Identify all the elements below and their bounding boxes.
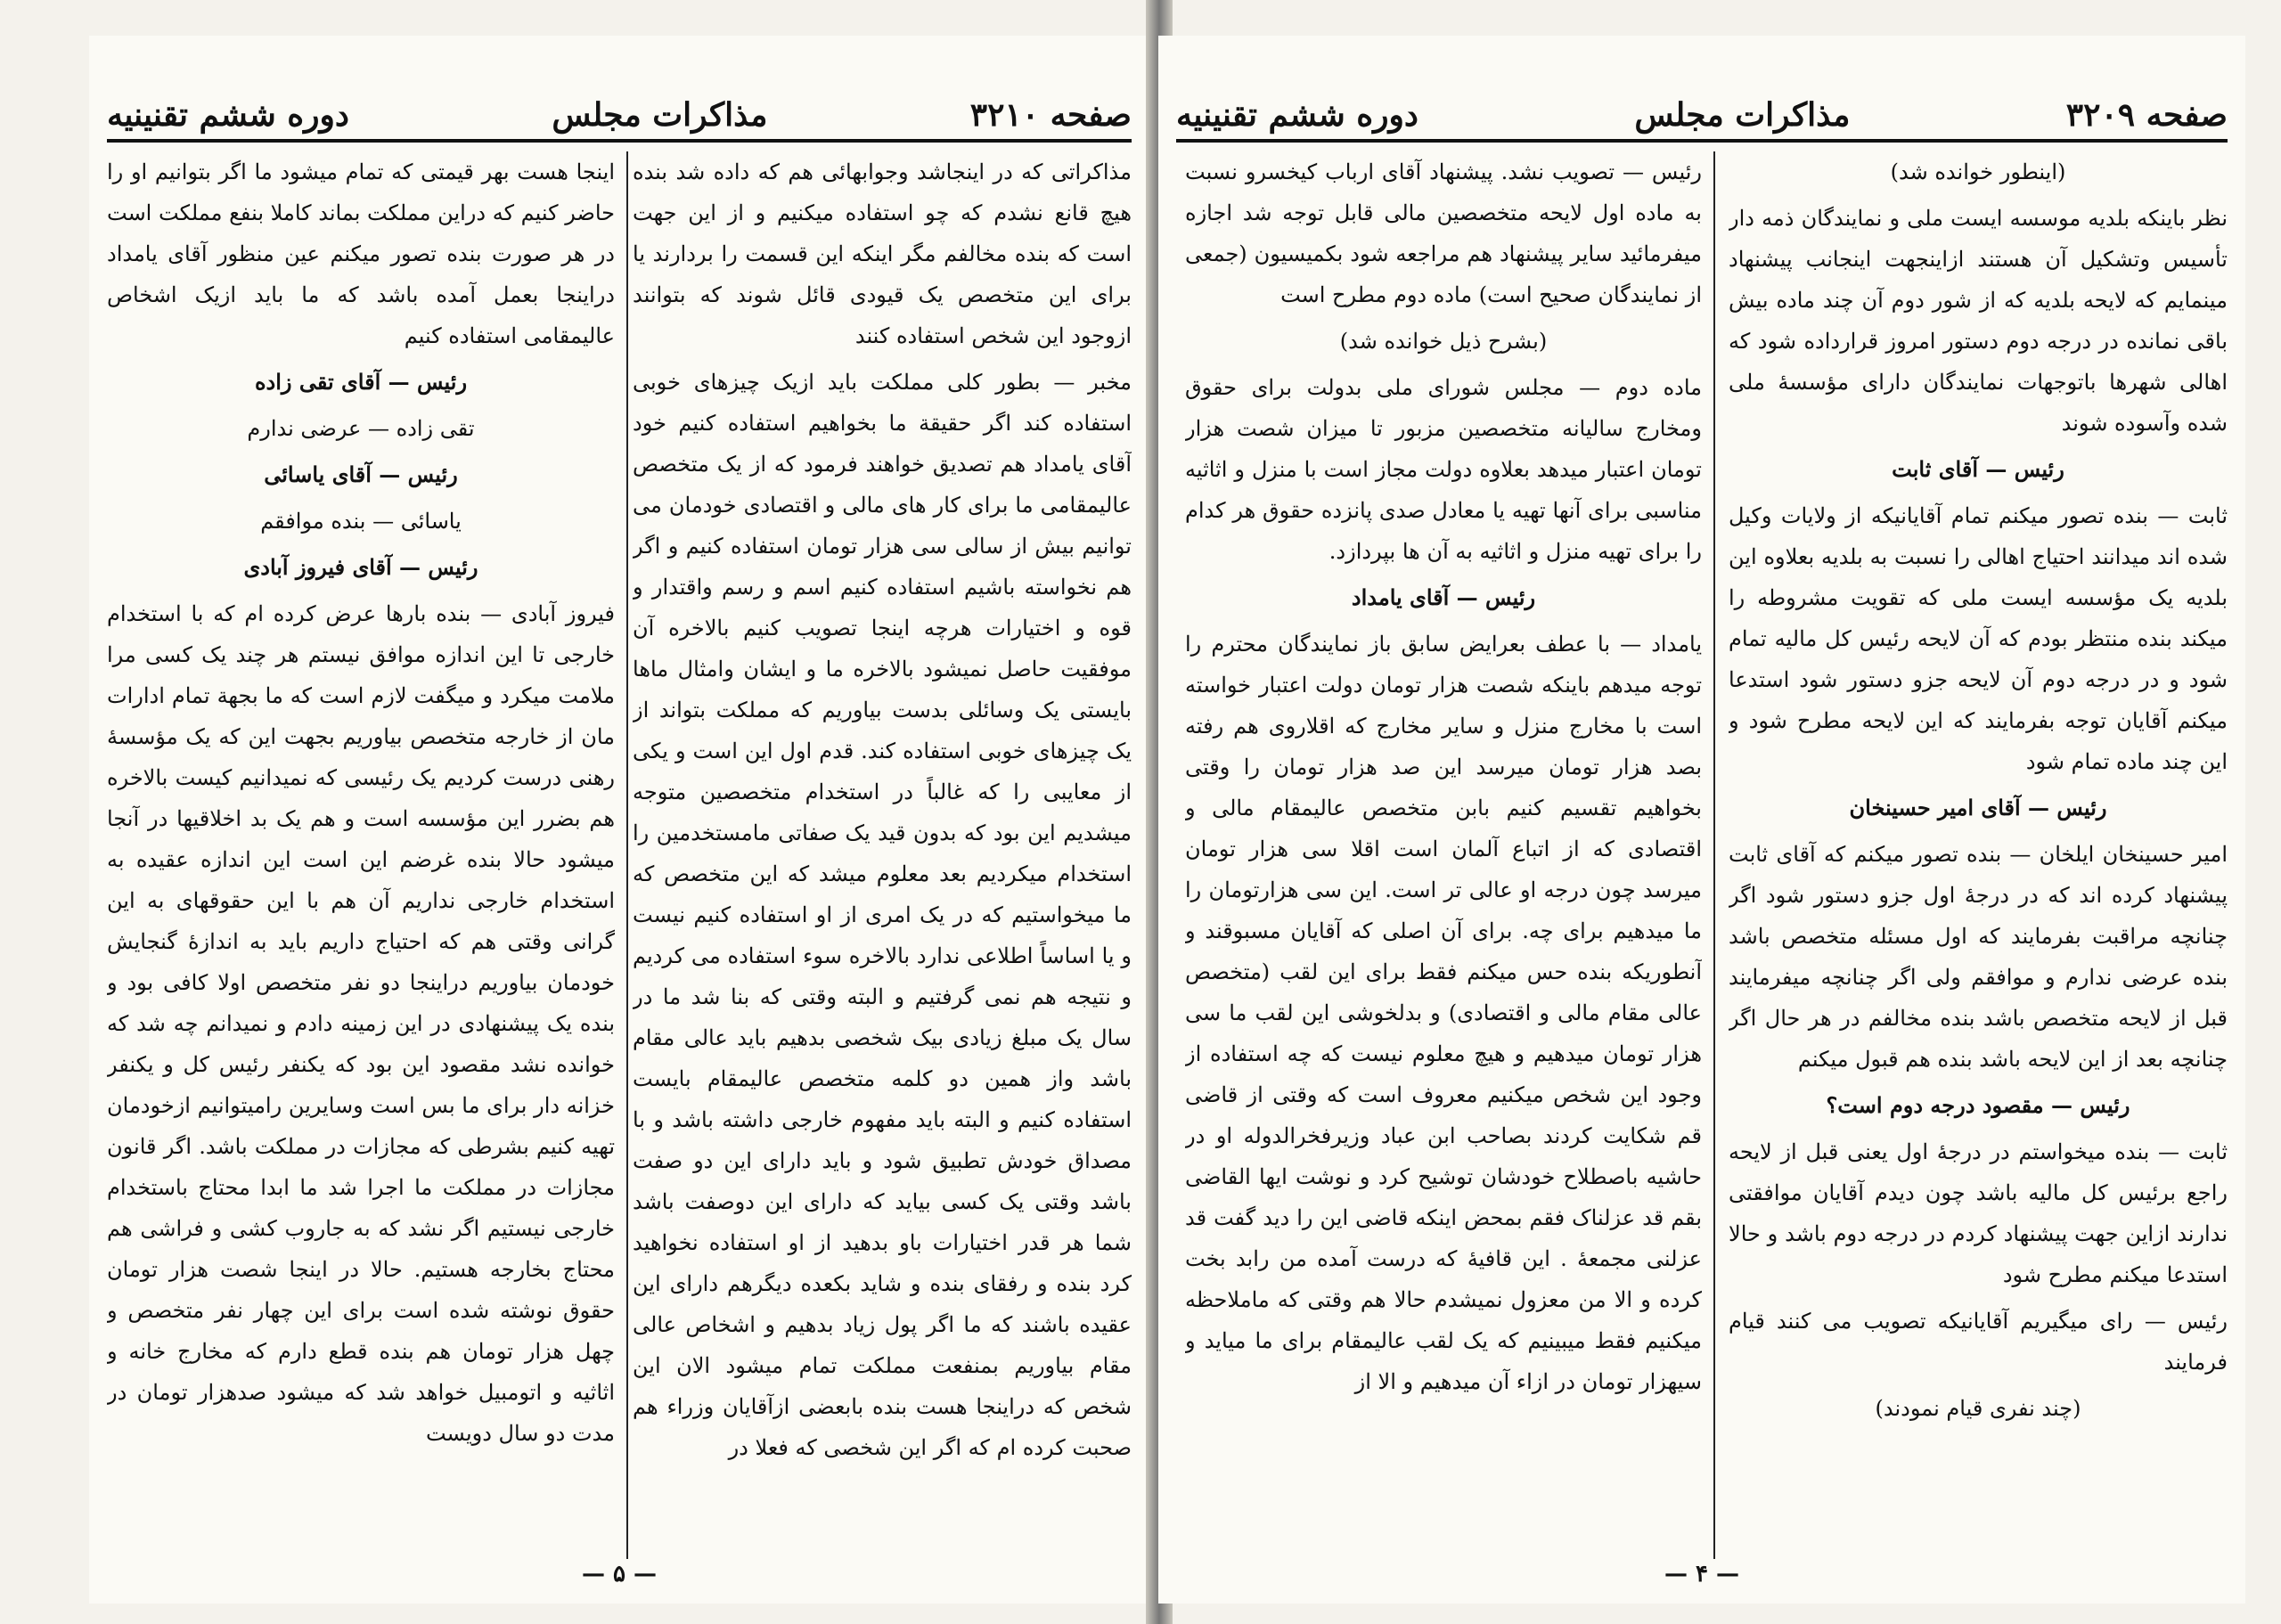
column-divider [1713,151,1715,1559]
paragraph: فیروز آبادی — بنده بارها عرض کرده ام که با استخدام خارجی تا این اندازه موافق نیستم هر چند یک کسی مرا ملامت میکرد و میگفت لازم است که ما بجهة تمام ادارات مان از خارجه متخصص بیاوریم بجهت این که یک مؤسسهٔ رهنی درست کردیم یک رئیسی که نمیدانیم کیست بالاخره هم بضرر این مؤسسه است و هم یک بد اخلاقیها در آنجا میشود حالا بنده غرضم این است این اندازه عقیده به استخدام خارجی نداریم آن هم با این حقوقهای به این گرانی وقتی هم که احتیاج داریم باید به اندازهٔ گنجایش خودمان بیاوریم دراینجا دو نفر متخصص اولا کافی بود و بنده یک پیشنهادی در این زمینه دادم و نمیدانم چه شد که خوانده نشد مقصود این بود که یکنفر رئیس کل و یکنفر خزانه دار برای ما بس است وسایرین رامیتوانیم ازخودمان تهیه کنیم بشرطی که مجازات در مملکت باشد. اگر قانون مجازات در مملکت ما اجرا شد ما ابدا محتاج باستخدام خارجی نیستیم اگر نشد که به جاروب کشی و فراشی هم محتاج بخارجه هستیم. حالا در اینجا شصت هزار تومان حقوق نوشته شده است برای این چهار نفر متخصص و چهل هزار تومان هم بنده قطع دارم که مخارج خانه و اثاثیه و اتومبیل خواهد شد که میشود صدهزار تومان در مدت دو سال دویست [107,601,615,1446]
running-header [107,71,1132,143]
speaker-line: رئیس — مقصود درجه دوم است؟ [1826,1092,2130,1118]
reading-note: (اینطور خوانده شد) [1890,159,2066,184]
paragraph: ثابت — بنده تصور میکنم تمام آقایانیکه از ولایات وکیل شده اند میدانند احتیاج اهالی را نسبت به بلدیه بعلاوه این بلدیه یک مؤسسه ایست ملی که تقویت مشروطه را میکند بنده منتظر بودم که آن لایحه رئیس کل مالیه تمام شود و در درجه دوم آن لایحه جزو دستور شود استدعا میکنم آقایان توجه بفرمایند که این لایحه مطرح شود و این چند ماده تمام شود [1729,503,2228,774]
column-right [1729,151,2228,1550]
column-left [107,151,615,1550]
running-header [1176,71,2228,143]
speaker-line: تقی زاده — عرضی ندارم [247,416,475,441]
reading-note: (بشرح ذیل خوانده شد) [1339,329,1548,354]
speaker-line: یاسائی — بنده موافقم [260,509,462,534]
column-left [1185,151,1702,1550]
paragraph: امیر حسینخان ایلخان — بنده تصور میکنم که آقای ثابت پیشنهاد کرده اند که در درجهٔ اول جزو دستور شود اگر چنانچه مراقبت بفرمایند که اول مسئله متخصص باشد بنده عرضی ندارم و موافقم ولی اگر چنانچه میفرمایند قبل از لایحه متخصص باشد بنده مخالفم در هر حال اگر چنانچه بعد از این لایحه باشد بنده هم قبول میکنم [1729,842,2228,1072]
header-session: دوره ششم تقنینیه [107,96,349,134]
paragraph: یامداد — با عطف بعرایض سابق باز نمایندگان محترم را توجه میدهم باینکه شصت هزار تومان دولت اعتبار خواسته است با مخارج منزل و سایر مخارج که اقلاروی هم رفته بصد هزار تومان میرسد این صد هزار تومان را وقتی بخواهیم تقسیم کنیم بابن متخصص عالیمقام مالی و اقتصادی که از اتباع آلمان است اقلا سی هزار تومان میرسد چون درجه او عالی تر است. این سی هزارتومان را ما میدهیم برای چه. برای آن اصلی که آقایان مسبوقند و آنطوریکه بنده حس میکنم فقط برای این لقب (متخصص عالی مقام مالی و اقتصادی) و بدلخوشی این لقب ما سی هزار تومان میدهیم و هیچ معلوم نیست که چه استفاده از وجود این شخص میکنیم معروف است که وقتی از قاضی قم شکایت کردند بصاحب ابن عباد وزیرفخرالدوله او در حاشیه باصطلاح خودشان توشیح کرد و نوشت ایها القاضی بقم قد عزلناک فقم بمحض اینکه قاضی این را دید گفت قد عزلنی مجمعهٔ . این قافیهٔ که درست آمده من رابد بخت کرده و الا من معزول نمیشدم حالا هم وقتی که ماملاحظه میکنیم فقط میبینیم که یک لقب عالیمقام برای ما میاید و سیهزار تومان در ازاء آن میدهیم و الا از [1185,632,1702,1394]
paragraph: مذاکراتی که در اینجاشد وجوابهائی هم که داده شد بنده هیچ قانع نشدم که چو استفاده میکنیم و از این جهت است که بنده مخالفم مگر اینکه این قسمت را بردارند یا برای این متخصص یک قیودی قائل شوند که بتوانند ازوجود این شخص استفاده کنند [633,159,1132,348]
speaker-line: رئیس — آقای تقی زاده [254,369,468,395]
folio: — ۴ — [1664,1561,1740,1587]
page-3209 [1158,36,2245,1604]
speaker-line: رئیس — آقای یامداد [1351,584,1536,610]
header-page-number: صفحه ۳۲۱۰ [969,96,1132,134]
paragraph: رئیس — رای میگیریم آقایانیکه تصویب می کنند قیام فرمایند [1729,1309,2228,1375]
page-3210 [89,36,1149,1604]
speaker-line: رئیس — آقای یاسائی [264,461,458,487]
paragraph: ثابت — بنده میخواستم در درجهٔ اول یعنی قبل از لایحه راجع برئیس کل مالیه باشد چون دیدم آقایان موافقتی ندارند ازاین جهت پیشنهاد کردم در درجه دوم باشد و حالا استدعا میکنم مطرح شود [1729,1139,2228,1287]
header-session: دوره ششم تقنینیه [1176,96,1418,134]
header-title: مذاکرات مجلس [1634,96,1851,134]
header-page-number: صفحه ۳۲۰۹ [2065,96,2228,134]
speaker-line: رئیس — آقای ثابت [1892,456,2064,482]
paragraph: ماده دوم — مجلس شورای ملی بدولت برای حقوق ومخارج سالیانه متخصصین مزبور تا میزان شصت هزار تومان اعتبار میدهد بعلاوه دولت مجاز است با منزل و اثاثیه مناسبی برای آنها تهیه یا معادل صدی پانزده حقوق هر کدام را برای تهیه منزل و اثاثیه به آن ها بپردازد. [1185,375,1702,564]
reading-note: (چند نفری قیام نمودند) [1875,1396,2081,1421]
paragraph: اینجا هست بهر قیمتی که تمام میشود ما اگر بتوانیم او را حاضر کنیم که دراین مملکت بماند کاملا بنفع مملکت است در هر صورت بنده تصور میکنم عین منظور آقای یامداد دراینجا بعمل آمده باشد که ما باید ازیک اشخاص عالیمقامی استفاده کنیم [107,159,615,348]
paragraph: رئیس — تصویب نشد. پیشنهاد آقای ارباب کیخسرو نسبت به ماده اول لایحه متخصصین مالی قابل توجه شد اجازه میفرمائید سایر پیشنهاد هم مراجعه شود بکمیسیون (جمعی از نمایندگان صحیح است) ماده دوم مطرح است [1185,159,1702,307]
header-title: مذاکرات مجلس [552,96,768,134]
column-right [633,151,1132,1550]
speaker-line: رئیس — آقای امیر حسینخان [1849,795,2107,820]
column-divider [626,151,628,1559]
speaker-line: رئیس — آقای فیروز آبادی [243,554,478,580]
folio: — ۵ — [581,1561,658,1587]
paragraph: مخبر — بطور کلی مملکت باید ازیک چیزهای خوبی استفاده کند اگر حقیقة ما بخواهیم استفاده کنیم خود آقای یامداد هم تصدیق خواهند فرمود که از یک متخصص عالیمقامی ما برای کار های مالی و اقتصادی خودمان می توانیم بیش از سالی سی هزار تومان استفاده کنیم و اگر هم نخواسته باشیم استفاده کنیم اسم و رسم واقتدار و قوه و اختیارات هرچه اینجا تصویب کنیم بالاخره آن موفقیت حاصل نمیشود بالاخره ما و ایشان وامثال ماها بایستی یک وسائلی بدست بیاوریم که مملکت بتواند از یک چیزهای خوبی استفاده کند. قدم اول این است و یکی از معایبی را که غالباً در استخدام متخصصین متوجه میشدیم این بود که بدون قید یک صفاتی مامستخدمین را استخدام میکردیم بعد معلوم میشد که این متخصص که ما میخواستیم که در یک امری از او استفاده کنیم نیست و یا اساساً اطلاعی ندارد بالاخره سوء استفاده می کردیم و نتیجه هم نمی گرفتیم و البته وقتی که بنا شد ما در سال یک مبلغ زیادی بیک شخصی بدهیم باید عالی مقام باشد واز همین دو کلمه متخصص عالیمقام بایست استفاده کنیم و البته باید مفهوم خارجی داشته باشد و با مصداق خودش تطبیق شود و باید دارای این دو صفت باشد وقتی یک کسی بیاید که دارای این دوصفت باشد شما هر قدر اختیارات باو بدهید از او استفاده نخواهید کرد بنده و رفقای بنده و شاید بکعده دیگرهم دارای این عقیده باشند که ما اگر پول زیاد بدهیم و اشخاص عالی مقام بیاوریم بمنفعت مملکت تمام میشود الان این شخص که دراینجا هست بنده بابعضی ازآقایان وزراء هم صحبت کرده ام که اگر این شخصی که فعلا در [633,370,1132,1460]
paragraph: نظر باینکه بلدیه موسسه ایست ملی و نمایندگان ذمه دار تأسیس وتشکیل آن هستند ازاینجهت اینجانب پیشنهاد مینمایم که لایحه بلدیه که از شور دوم آن چند ماده بیش باقی نمانده در درجه دوم دستور امروز قرارداده شود که اهالی شهرها باتوجهات نمایندگان دارای مؤسسهٔ ملی شده وآسوده شوند [1729,206,2228,436]
